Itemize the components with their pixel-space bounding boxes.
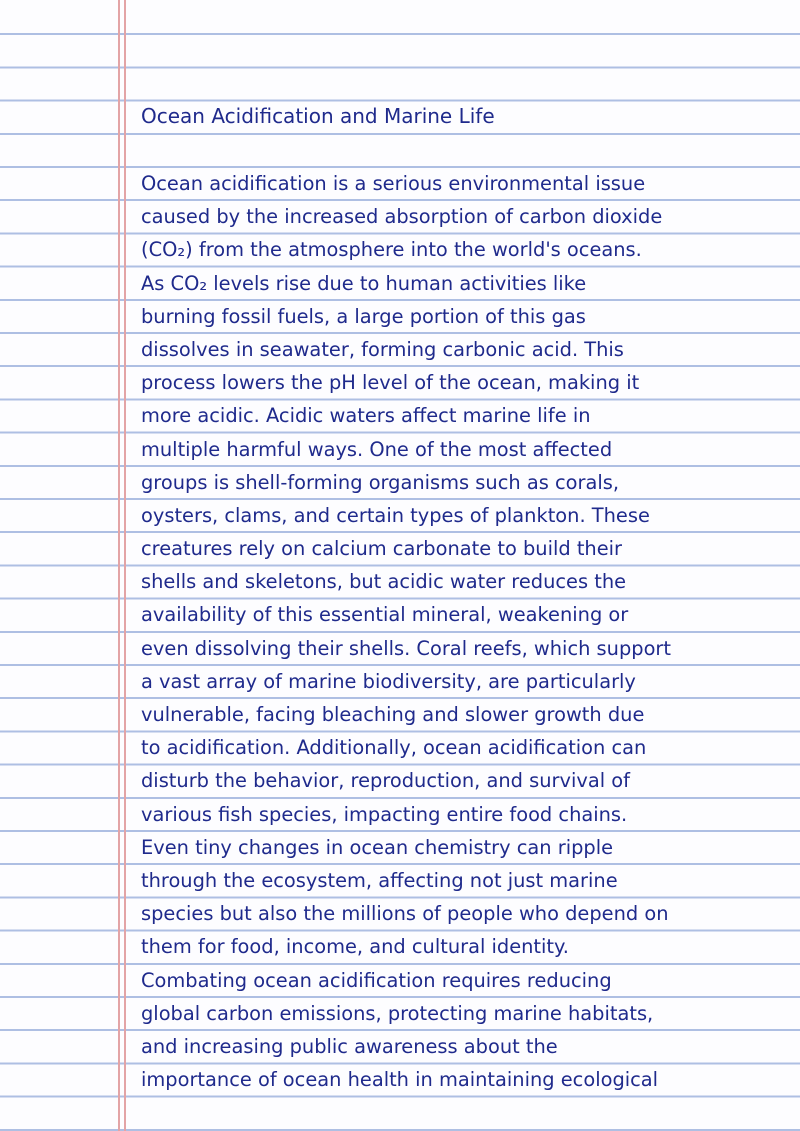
text-line: dissolves in seawater, forming carbonic acid. This bbox=[141, 337, 624, 361]
page-title: Ocean Acidification and Marine Life bbox=[141, 104, 495, 128]
text-line: vulnerable, facing bleaching and slower growth due bbox=[141, 703, 645, 726]
handwritten-body bbox=[141, 167, 791, 1096]
margin-line-left bbox=[118, 0, 120, 1131]
margin-line-right bbox=[124, 0, 126, 1131]
text-line: caused by the increased absorption of carbon dioxide bbox=[141, 205, 663, 229]
text-line: Even tiny changes in ocean chemistry can ripple bbox=[141, 835, 614, 859]
text-line: global carbon emissions, protecting marine habitats, bbox=[141, 1001, 654, 1025]
text-line: them for food, income, and cultural identity. bbox=[141, 935, 569, 959]
text-line: groups is shell-forming organisms such as corals, bbox=[141, 470, 619, 494]
text-line: burning fossil fuels, a large portion of this gas bbox=[141, 304, 586, 328]
text-line: species but also the millions of people who depend on bbox=[141, 902, 669, 926]
text-line: even dissolving their shells. Coral reefs, which support bbox=[141, 636, 672, 660]
text-line: to acidification. Additionally, ocean acidification can bbox=[141, 736, 647, 760]
text-line: (CO₂) from the atmosphere into the world's oceans. bbox=[141, 238, 642, 262]
text-line: availability of this essential mineral, weakening or bbox=[141, 603, 629, 627]
text-line: oysters, clams, and certain types of plankton. These bbox=[141, 503, 650, 527]
text-line: process lowers the pH level of the ocean, making it bbox=[141, 371, 640, 395]
text-line: importance of ocean health in maintaining ecological bbox=[141, 1068, 659, 1092]
text-line: Ocean acidification is a serious environmental issue bbox=[141, 172, 646, 195]
text-line: As CO₂ levels rise due to human activities like bbox=[141, 271, 587, 295]
text-line: disturb the behavior, reproduction, and survival of bbox=[141, 769, 630, 793]
text-line: and increasing public awareness about the bbox=[141, 1034, 558, 1058]
text-line: Combating ocean acidification requires reducing bbox=[141, 968, 612, 992]
text-line: a vast array of marine biodiversity, are particularly bbox=[141, 669, 636, 693]
text-line: creatures rely on calcium carbonate to build their bbox=[141, 537, 623, 561]
text-line: various fish species, impacting entire food chains. bbox=[141, 802, 628, 826]
text-line: multiple harmful ways. One of the most affected bbox=[141, 437, 613, 461]
text-line: through the ecosystem, affecting not just marine bbox=[141, 868, 618, 892]
text-line: shells and skeletons, but acidic water reduces the bbox=[141, 570, 627, 594]
text-line: more acidic. Acidic waters affect marine life in bbox=[141, 404, 591, 428]
